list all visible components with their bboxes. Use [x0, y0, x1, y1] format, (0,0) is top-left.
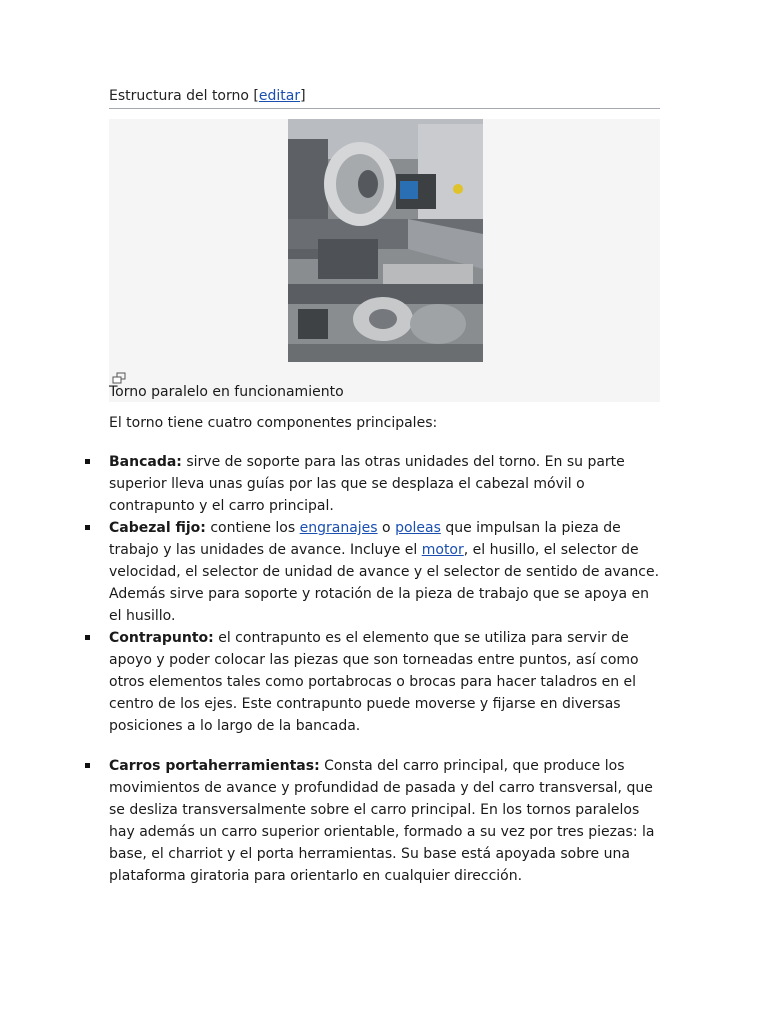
- section-title: Estructura del torno: [109, 88, 249, 104]
- bullet: [85, 525, 90, 530]
- desc-bancada: sirve de soporte para las otras unidades del torno. En su parte superior lleva unas guías por las que se desplaza el cabezal móvil o contrapunto y el carro principal.: [109, 454, 625, 514]
- desc-cabezal-fijo-3: que impulsan la pieza de trabajo y las unidades de avance. Incluye el: [109, 520, 621, 558]
- figure-box: [109, 119, 660, 402]
- list-item-bancada: [109, 451, 661, 517]
- term-contrapunto: Contrapunto:: [109, 630, 214, 646]
- list-item-cabezal-fijo: [109, 517, 661, 627]
- desc-cabezal-fijo-4: , el husillo, el selector de velocidad, el selector de unidad de avance y el selector de sentido de avance. Además sirve para soporte y rotación de la pieza de trabajo que se apoya en el husillo.: [109, 542, 660, 624]
- lathe-photo[interactable]: [288, 119, 483, 362]
- bullet: [85, 635, 90, 640]
- list-item-contrapunto: [109, 627, 661, 737]
- bullet: [85, 459, 90, 464]
- link-motor[interactable]: motor: [421, 542, 464, 558]
- intro-paragraph: El torno tiene cuatro componentes principales:: [109, 415, 438, 431]
- enlarge-icon[interactable]: [112, 369, 126, 381]
- term-cabezal-fijo: Cabezal fijo:: [109, 520, 206, 536]
- desc-cabezal-fijo-2: o: [377, 520, 396, 536]
- term-bancada: Bancada:: [109, 454, 182, 470]
- link-poleas[interactable]: poleas: [395, 520, 441, 536]
- desc-cabezal-fijo-1: contiene los: [205, 520, 300, 536]
- term-carros: Carros portaherramientas:: [109, 758, 320, 774]
- bracket-open: [: [253, 88, 259, 104]
- section-heading: [109, 86, 660, 109]
- figure-caption: Torno paralelo en funcionamiento: [109, 384, 344, 400]
- desc-contrapunto: el contrapunto es el elemento que se utiliza para servir de apoyo y poder colocar las piezas que son torneadas entre puntos, así como otros elementos tales como portabrocas o brocas para hacer taladros en el centro de los ejes. Este contrapunto puede moverse y fijarse en diversas posiciones a lo largo de la bancada.: [109, 630, 639, 734]
- bullet: [85, 763, 90, 768]
- bracket-close: ]: [300, 88, 306, 104]
- list-item-carros: [109, 755, 661, 887]
- link-engranajes[interactable]: engranajes: [299, 520, 378, 536]
- desc-carros: Consta del carro principal, que produce los movimientos de avance y profundidad de pasada y del carro transversal, que se desliza transversalmente sobre el carro principal. En los tornos paralelos hay además un carro superior orientable, formado a su vez por tres piezas: la base, el charriot y el porta herramientas. Su base está apoyada sobre una plataforma giratoria para orientarlo en cualquier dirección.: [109, 758, 655, 884]
- edit-link[interactable]: editar: [258, 88, 301, 104]
